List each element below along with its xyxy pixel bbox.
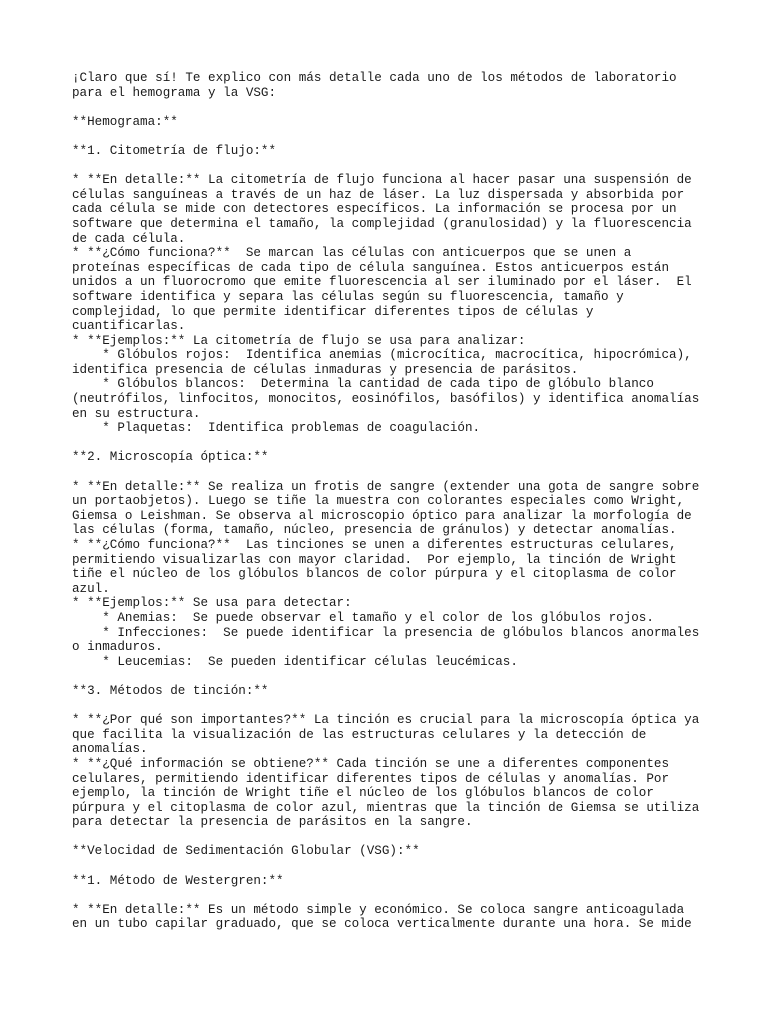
microscopia-line: Giemsa o Leishman. Se observa al microscopio óptico para analizar la morfología de <box>72 508 692 523</box>
tincion-line: celulares, permitiendo identificar diferentes tipos de células y anomalías. Por <box>72 771 670 786</box>
microscopia-line: permitiendo visualizarlas con mayor claridad. Por ejemplo, la tinción de Wright <box>72 552 677 567</box>
tincion-line: anomalías. <box>72 742 148 757</box>
document-page <box>72 71 732 932</box>
citometria-line: software que determina el tamaño, la complejidad (granulosidad) y la fluorescencia <box>72 216 692 231</box>
tincion-line: para detectar la presencia de parásitos en la sangre. <box>72 815 473 830</box>
microscopia-line: un portaobjetos). Luego se tiñe la muestra con colorantes especiales como Wright, <box>72 494 685 509</box>
tincion-line: ejemplo, la tinción de Wright tiñe el núcleo de los glóbulos blancos de color <box>72 786 654 801</box>
tincion-line: * **¿Qué información se obtiene?** Cada tinción se une a diferentes componentes <box>72 756 670 771</box>
citometria-line: en su estructura. <box>72 406 201 421</box>
subsection-heading-microscopia: **2. Microscopía óptica:** <box>72 450 269 465</box>
citometria-line: * **Ejemplos:** La citometría de flujo se usa para analizar: <box>72 333 526 348</box>
citometria-line: * Glóbulos rojos: Identifica anemias (microcítica, macrocítica, hipocrómica), <box>72 348 692 363</box>
microscopia-line: las células (forma, tamaño, núcleo, presencia de gránulos) y detectar anomalías. <box>72 523 677 538</box>
citometria-line: software identifica y separa las células según su fluorescencia, tamaño y <box>72 289 624 304</box>
microscopia-line: * **Ejemplos:** Se usa para detectar: <box>72 596 352 611</box>
citometria-line: identifica presencia de células inmaduras y presencia de parásitos. <box>72 362 579 377</box>
citometria-line: (neutrófilos, linfocitos, monocitos, eosinófilos, basófilos) y identifica anomalías <box>72 392 700 407</box>
citometria-line: proteínas específicas de cada tipo de célula sanguínea. Estos anticuerpos están <box>72 260 670 275</box>
microscopia-line: * **En detalle:** Se realiza un frotis de sangre (extender una gota de sangre sobre <box>72 479 700 494</box>
microscopia-line: o inmaduros. <box>72 640 163 655</box>
tincion-line: que facilita la visualización de las estructuras celulares y la detección de <box>72 727 647 742</box>
citometria-line: complejidad, lo que permite identificar diferentes tipos de células y <box>72 304 594 319</box>
citometria-line: * **¿Cómo funciona?** Se marcan las células con anticuerpos que se unen a <box>72 246 632 261</box>
citometria-line: cada célula se mide con detectores específicos. La información se procesa por un <box>72 202 677 217</box>
citometria-line: de cada célula. <box>72 231 186 246</box>
westergren-line: * **En detalle:** Es un método simple y económico. Se coloca sangre anticoagulada <box>72 902 685 917</box>
citometria-line: unidos a un fluorocromo que emite fluorescencia al ser iluminado por el láser. El <box>72 275 692 290</box>
microscopia-line: * Leucemias: Se pueden identificar células leucémicas. <box>72 654 518 669</box>
tincion-line: púrpura y el citoplasma de color azul, mientras que la tinción de Giemsa se utiliza <box>72 800 700 815</box>
microscopia-line: * Infecciones: Se puede identificar la presencia de glóbulos blancos anormales <box>72 625 700 640</box>
citometria-line: * Plaquetas: Identifica problemas de coagulación. <box>72 421 481 436</box>
section-heading-hemograma: **Hemograma:** <box>72 114 178 129</box>
subsection-heading-tincion: **3. Métodos de tinción:** <box>72 683 269 698</box>
microscopia-line: azul. <box>72 581 110 596</box>
microscopia-line: * **¿Cómo funciona?** Las tinciones se unen a diferentes estructuras celulares, <box>72 538 677 552</box>
westergren-line: en un tubo capilar graduado, que se coloca verticalmente durante una hora. Se mide <box>72 917 692 932</box>
microscopia-line: * Anemias: Se puede observar el tamaño y el color de los glóbulos rojos. <box>72 610 654 625</box>
microscopia-line: tiñe el núcleo de los glóbulos blancos de color púrpura y el citoplasma de color <box>72 567 677 582</box>
intro-line: para el hemograma y la VSG: <box>72 85 277 100</box>
citometria-line: cuantificarlas. <box>72 319 186 334</box>
tincion-line: * **¿Por qué son importantes?** La tinción es crucial para la microscopía óptica ya <box>72 713 700 728</box>
citometria-line: * Glóbulos blancos: Determina la cantidad de cada tipo de glóbulo blanco <box>72 377 654 392</box>
citometria-line: * **En detalle:** La citometría de flujo funciona al hacer pasar una suspensión de <box>72 173 692 188</box>
citometria-line: células sanguíneas a través de un haz de láser. La luz dispersada y absorbida por <box>72 187 685 202</box>
intro-line: ¡Claro que sí! Te explico con más detalle cada uno de los métodos de laboratorio <box>72 71 677 85</box>
subsection-heading-westergren: **1. Método de Westergren:** <box>72 873 284 888</box>
subsection-heading-citometria: **1. Citometría de flujo:** <box>72 143 277 158</box>
section-heading-vsg: **Velocidad de Sedimentación Globular (VSG):** <box>72 844 420 859</box>
